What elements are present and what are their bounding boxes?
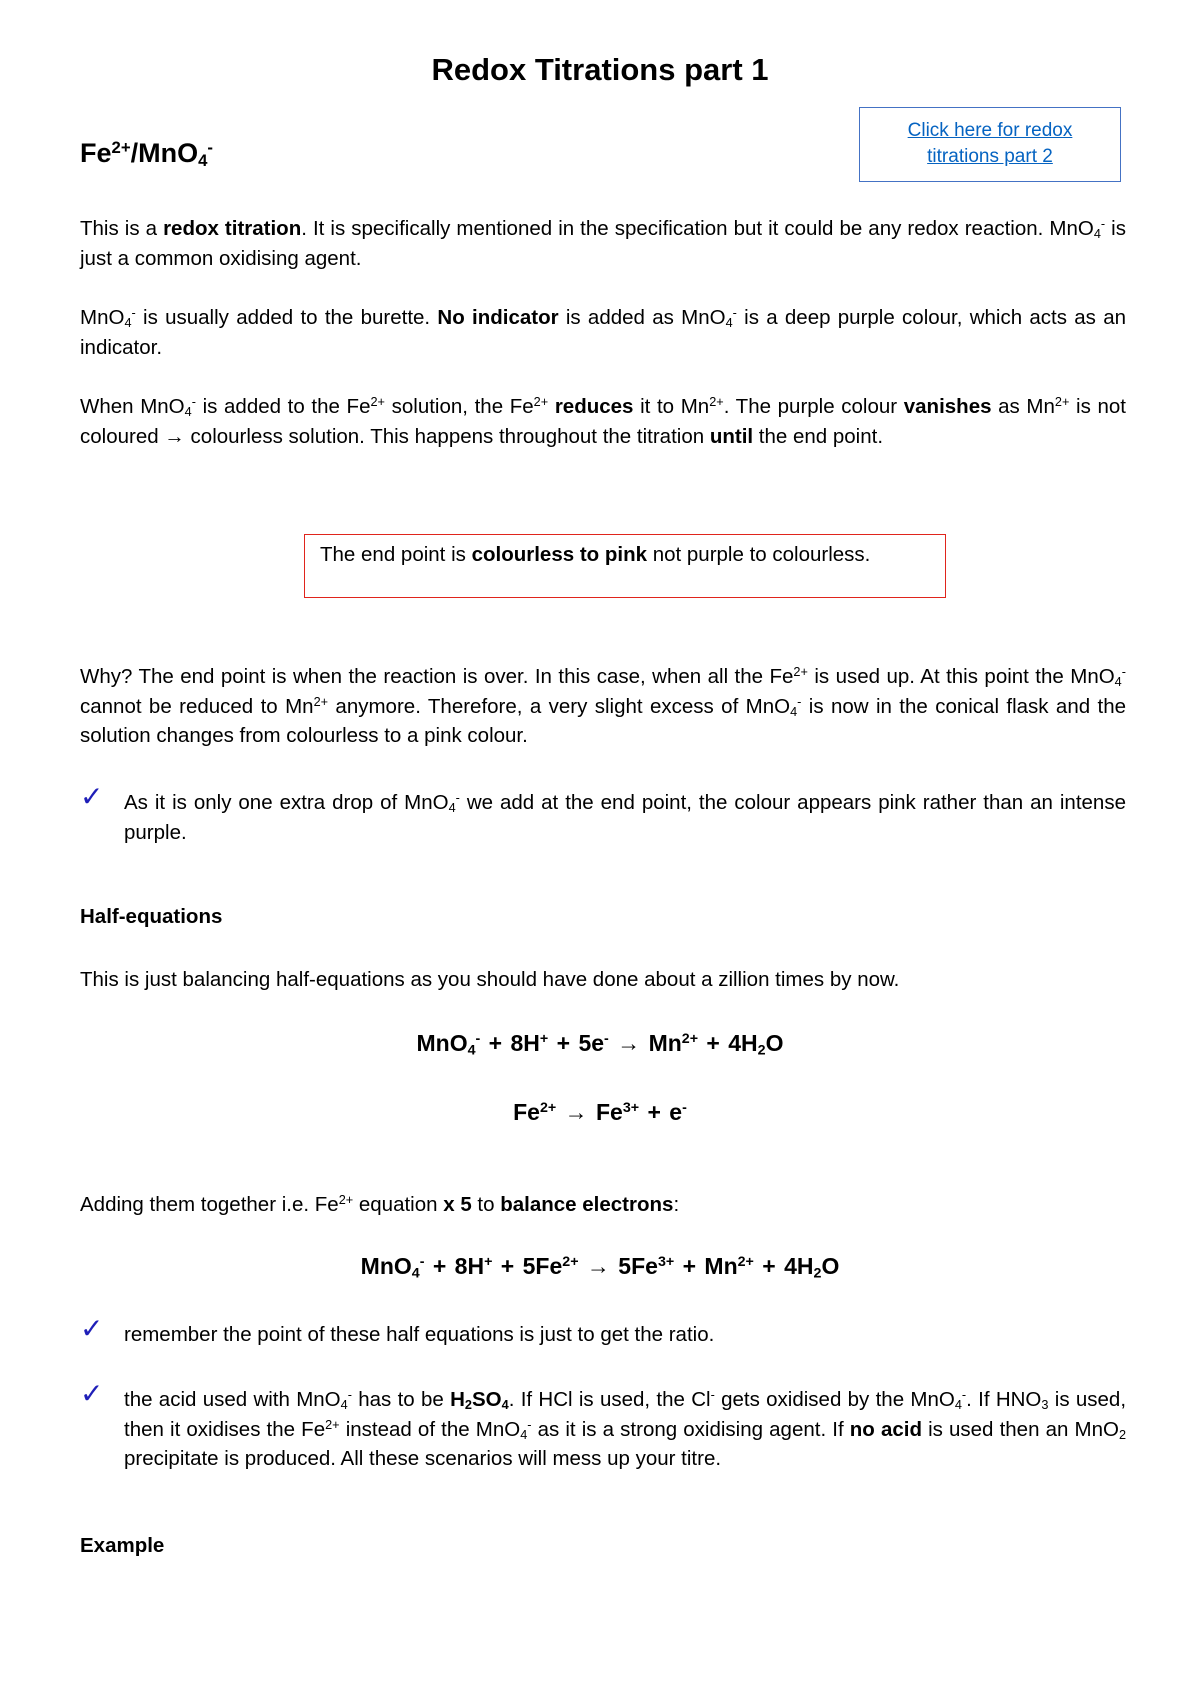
arrow-icon: →	[564, 1099, 588, 1125]
note-ratio: remember the point of these half equations is just to get the ratio.	[124, 1323, 715, 1346]
note-one-drop: As it is only one extra drop of MnO$_4$- we add at the end point, the colour appears pink rather than an intense purple.	[124, 790, 1126, 844]
adding-paragraph: Adding them together i.e. $Fe^{2+}$ equation x 5 to balance electrons:	[80, 1192, 680, 1216]
checkmark-icon: ✓	[80, 1378, 104, 1409]
arrow-icon: →	[164, 424, 185, 448]
reaction-paragraph: When MnO$_4$- is added to the $Fe^{2+}$ solution, the $Fe^{2+}$ reduces it to $Mn^{2+}$. The purple colour vanishes as $Mn^{2+}$ is not coloured → colourless solution. This happens throughout the titration until the end point.	[80, 394, 1126, 448]
page-title: Redox Titrations part 1	[431, 52, 769, 87]
iron-half-equation: $Fe^{2+} \to Fe^{3+} + e^-$	[513, 1099, 687, 1125]
half-equations-intro: This is just balancing half-equations as you should have done about a zillion times by now.	[80, 968, 900, 991]
half-equations-heading: Half-equations	[80, 905, 223, 928]
why-paragraph: Why? The end point is when the reaction is over. In this case, when all the $Fe^{2+}$ is used up. At this point the MnO$_4$- cannot be reduced to $Mn^{2+}$ anymore. Therefore, a very slight excess of MnO$_4$- is now in the conical flask and the solution changes from colourless to a pink colour.	[80, 664, 1127, 747]
section-heading: $Fe^{2+}/MnO_4^-$	[80, 137, 213, 171]
arrow-icon: →	[586, 1253, 610, 1279]
full-equation: $MnO_4^- + 8H^+ + 5Fe^{2+} \to 5Fe^{3+} + Mn^{2+} + 4H_2O$	[360, 1253, 840, 1282]
end-point-box: The end point is colourless to pink not purple to colourless.	[304, 534, 946, 598]
arrow-icon: →	[617, 1030, 641, 1056]
part2-link[interactable]: Click here for redox titrations part 2	[907, 120, 1073, 167]
checkmark-icon: ✓	[80, 1313, 104, 1344]
note-acid: the acid used with MnO$_4$- has to be $H_2SO_4$. If HCl is used, the Cl- gets oxidised by the MnO$_4$-. If $HNO_3$ is used, then it oxidises the $Fe^{2+}$ instead of the MnO$_4$- as it is a strong oxidising agent. If no acid is used then an MnO$_2$ precipitate is produced. All these scenarios will mess up your titre.	[124, 1387, 1127, 1470]
checkmark-icon: ✓	[80, 781, 104, 812]
permanganate-half-equation: $MnO_4^- + 8H^+ + 5e^- \to Mn^{2+} + 4H_2O$	[416, 1030, 784, 1059]
part2-link-box[interactable]	[859, 107, 1121, 182]
burette-paragraph: MnO$_4$- is usually added to the burette. No indicator is added as MnO$_4$- is a deep purple colour, which acts as an indicator.	[80, 305, 1126, 359]
example-heading: Example	[80, 1534, 165, 1557]
intro-paragraph: This is a redox titration. It is specifically mentioned in the specification but it could be any redox reaction. MnO$_4$- is just a common oxidising agent.	[80, 216, 1126, 270]
